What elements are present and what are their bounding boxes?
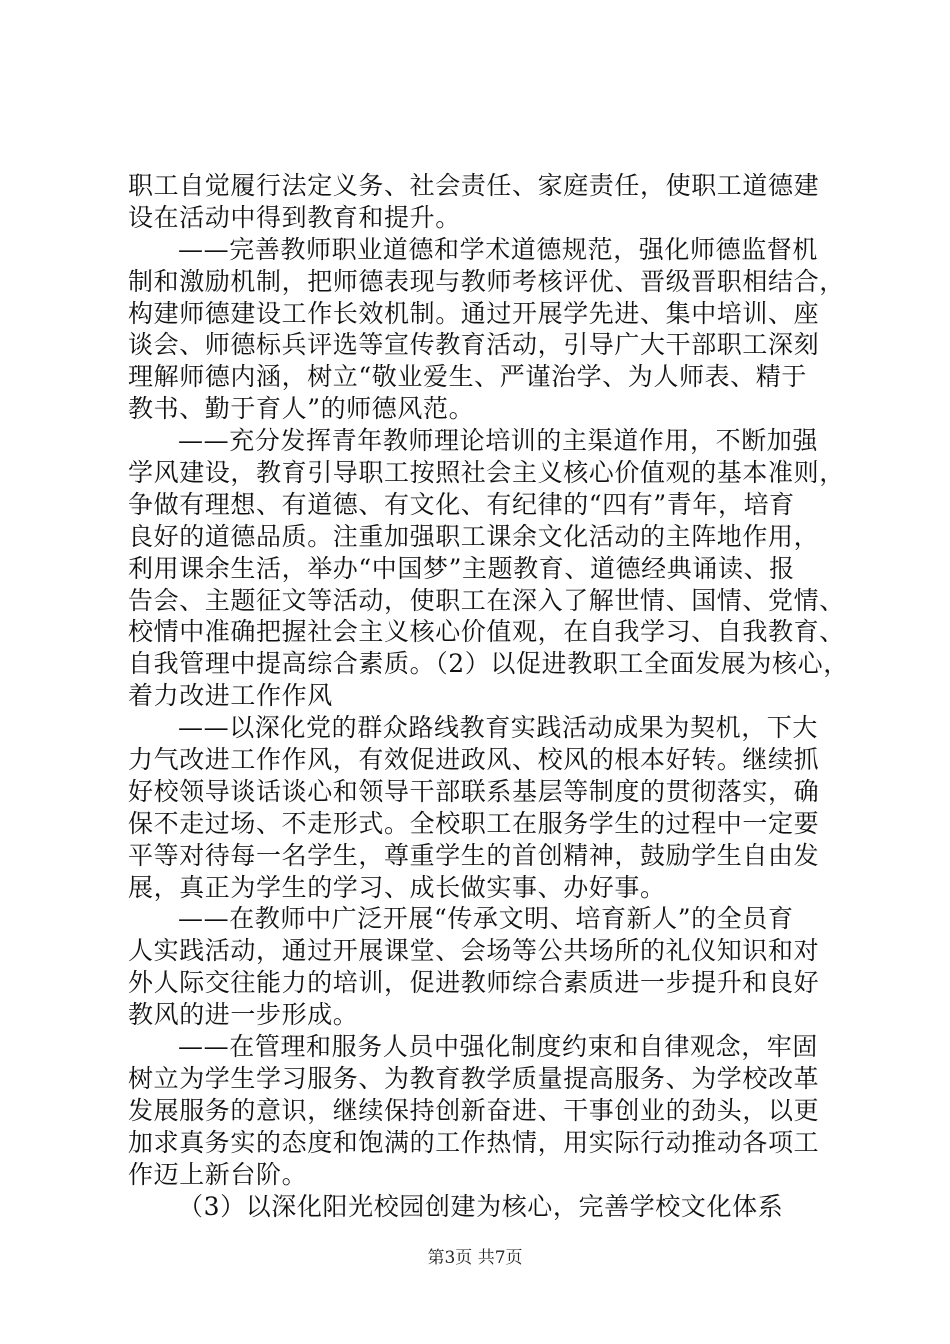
text-line: 理解师德内涵，树立“敬业爱生、严谨治学、为人师表、精于	[128, 362, 807, 392]
page-footer: 第3页 共7页	[427, 1248, 523, 1268]
text-line: 展，真正为学生的学习、成长做实事、办好事。	[128, 872, 666, 902]
text-line: ——完善教师职业道德和学术道德规范，强化师德监督机	[178, 234, 819, 264]
text-line: 平等对待每一名学生，尊重学生的首创精神，鼓励学生自由发	[128, 840, 820, 870]
text-line: 教书、勤于育人”的师德风范。	[128, 394, 475, 424]
document-body	[128, 170, 849, 1222]
text-line: 谈会、师德标兵评选等宣传教育活动，引导广大干部职工深刻	[128, 330, 820, 360]
text-line: ——在教师中广泛开展“传承文明、培育新人”的全员育	[178, 904, 794, 934]
text-line: 校情中准确把握社会主义核心价值观，在自我学习、自我教育、	[128, 617, 845, 647]
text-line: 发展服务的意识，继续保持创新奋进、干事创业的劲头，以更	[128, 1095, 820, 1125]
text-line: 着力改进工作作风	[128, 681, 333, 711]
text-line: 制和激励机制，把师德表现与教师考核评优、晋级晋职相结合，	[128, 266, 845, 296]
text-line: 作迈上新台阶。	[128, 1159, 308, 1189]
text-line: 利用课余生活，举办“中国梦”主题教育、道德经典诵读、报	[128, 553, 795, 583]
text-line: ——充分发挥青年教师理论培训的主渠道作用，不断加强	[178, 426, 819, 456]
text-line: 争做有理想、有道德、有文化、有纪律的“四有”青年，培育	[128, 489, 795, 519]
text-line: 构建师德建设工作长效机制。通过开展学先进、集中培训、座	[128, 298, 820, 328]
text-line: ——以深化党的群众路线教育实践活动成果为契机，下大	[178, 713, 819, 743]
text-line: 加求真务实的态度和饱满的工作热情，用实际行动推动各项工	[128, 1127, 820, 1157]
text-line: 教风的进一步形成。	[128, 1000, 359, 1030]
text-line: 外人际交往能力的培训，促进教师综合素质进一步提升和良好	[128, 968, 820, 998]
text-line: 力气改进工作作风，有效促进政风、校风的根本好转。继续抓	[128, 745, 820, 775]
text-line: 告会、主题征文等活动，使职工在深入了解世情、国情、党情、	[128, 585, 845, 615]
text-line: 职工自觉履行法定义务、社会责任、家庭责任，使职工道德建	[128, 171, 820, 200]
text-line: 设在活动中得到教育和提升。	[128, 202, 461, 232]
text-line: 保不走过场、不走形式。全校职工在服务学生的过程中一定要	[128, 808, 820, 838]
text-line: ——在管理和服务人员中强化制度约束和自律观念，牢固	[178, 1032, 819, 1062]
text-line: 自我管理中提高综合素质。（2）以促进教职工全面发展为核心，	[128, 649, 849, 679]
text-line: 好校领导谈话谈心和领导干部联系基层等制度的贯彻落实，确	[128, 776, 820, 806]
text-line: （3）以深化阳光校园创建为核心，完善学校文化体系	[178, 1191, 784, 1221]
text-line: 学风建设，教育引导职工按照社会主义核心价值观的基本准则，	[128, 458, 845, 488]
text-line: 良好的道德品质。注重加强职工课余文化活动的主阵地作用，	[128, 521, 820, 551]
text-line: 人实践活动，通过开展课堂、会场等公共场所的礼仪知识和对	[128, 936, 820, 966]
text-line: 树立为学生学习服务、为教育教学质量提高服务、为学校改革	[128, 1063, 820, 1093]
